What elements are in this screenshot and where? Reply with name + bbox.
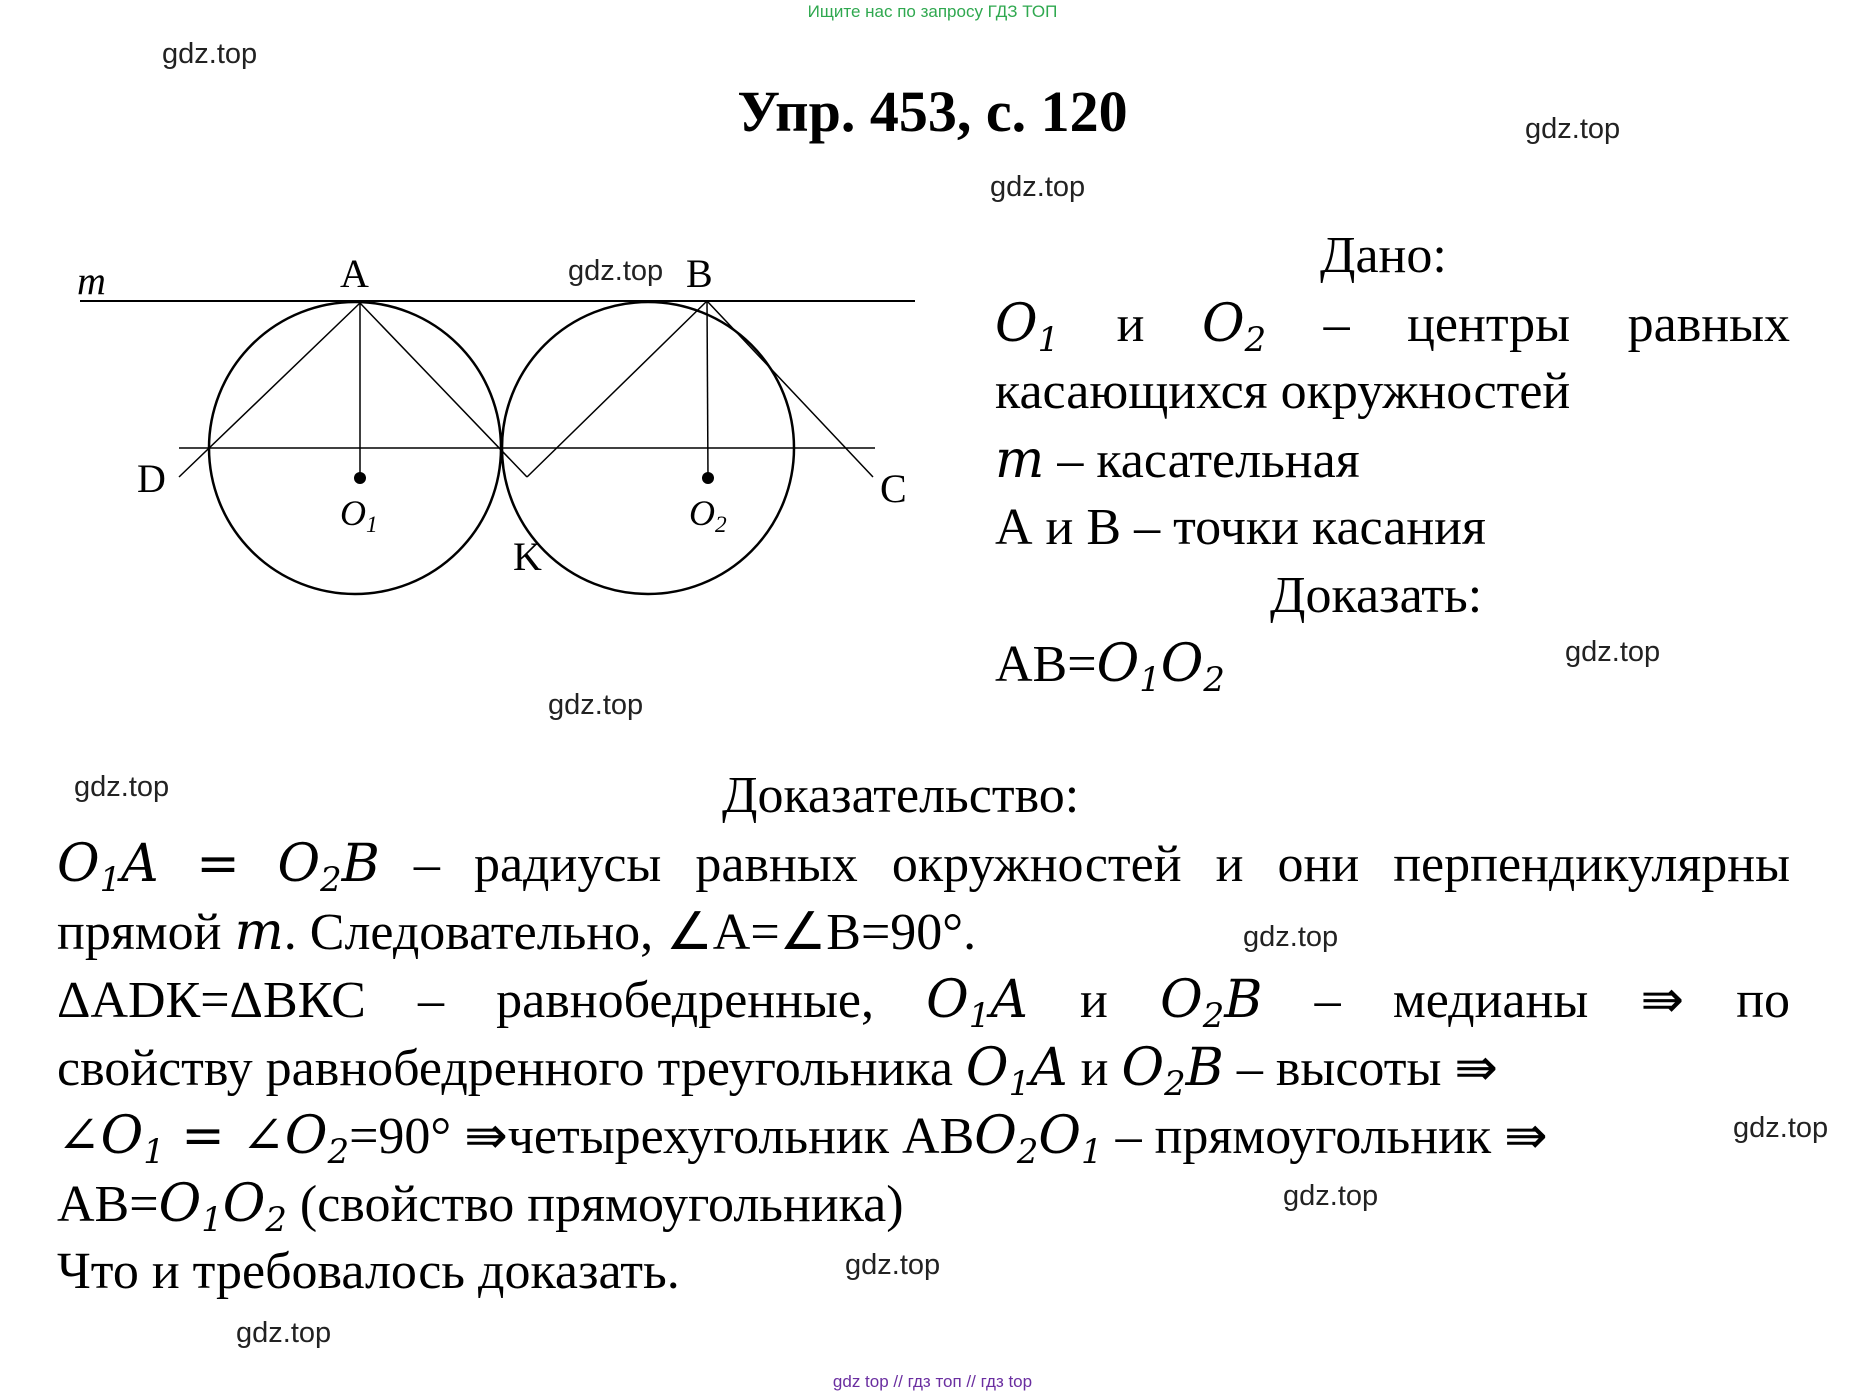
prove-statement: $АВ=O_1O_2$ bbox=[995, 634, 1225, 700]
proof-line-5: $\angle O_1$ = $\angle O_2=90^\circ$ ⇛четырехугольник $АВO_2O_1$ – прямоугольник ⇛ bbox=[57, 1106, 1548, 1172]
label-o2: $O_2$ bbox=[689, 493, 727, 539]
label-o1: $O_1$ bbox=[340, 493, 378, 539]
watermark: gdz.top bbox=[74, 771, 170, 803]
proof-line-2: прямой m. Следовательно, ∠А=∠В=90°. bbox=[57, 902, 977, 962]
given-heading: Дано: bbox=[1320, 227, 1447, 284]
given-line-2: касающихся окружностей bbox=[995, 363, 1571, 420]
given-line-3: m – касательная bbox=[995, 430, 1360, 490]
watermark: gdz.top bbox=[162, 38, 258, 70]
label-m: m bbox=[77, 258, 106, 303]
proof-heading: Доказательство: bbox=[722, 767, 1080, 824]
watermark: gdz.top bbox=[568, 255, 664, 287]
label-k: K bbox=[513, 534, 542, 579]
given-line-1: $O_1$ и $O_2$ – центры равных bbox=[995, 294, 1791, 360]
watermark: gdz.top bbox=[1243, 921, 1339, 953]
proof-line-3: ΔАDК=ΔВКС – равнобедренные, $O_1A$ и $O_2B$ – медианы ⇛ по bbox=[57, 970, 1791, 1036]
geometry-figure bbox=[60, 200, 960, 660]
exercise-title: Упр. 453, с. 120 bbox=[737, 79, 1128, 144]
watermark: gdz.top bbox=[990, 171, 1086, 203]
segment-bc bbox=[707, 301, 873, 477]
segment-ak bbox=[360, 303, 527, 477]
proof-conclusion: Что и требовалось доказать. bbox=[57, 1243, 680, 1300]
radius-o2b bbox=[707, 301, 708, 478]
watermark: gdz.top bbox=[1733, 1112, 1829, 1144]
watermark: gdz.top bbox=[1565, 636, 1661, 668]
label-d: D bbox=[137, 456, 166, 501]
prove-heading: Доказать: bbox=[1270, 567, 1483, 624]
center-o2-dot bbox=[702, 472, 714, 484]
label-b: B bbox=[686, 251, 713, 296]
given-line-4: А и В – точки касания bbox=[995, 499, 1486, 556]
proof-line-6: $АВ=O_1O_2$ (свойство прямоугольника) bbox=[57, 1174, 904, 1240]
proof-line-4: свойству равнобедренного треугольника $O_1A$ и $O_2B$ – высоты ⇛ bbox=[57, 1038, 1498, 1104]
label-a: A bbox=[340, 251, 369, 296]
footer-links: gdz top // гдз топ // гдз top bbox=[832, 1372, 1033, 1391]
proof-line-1: $O_1A = O_2B$ – радиусы равных окружностей и они перпендикулярны bbox=[57, 834, 1791, 900]
watermark: gdz.top bbox=[548, 689, 644, 721]
label-c: C bbox=[880, 466, 907, 511]
center-o1-dot bbox=[354, 472, 366, 484]
top-banner: Ищите нас по запросу ГДЗ ТОП bbox=[807, 2, 1058, 21]
watermark: gdz.top bbox=[1283, 1180, 1379, 1212]
watermark: gdz.top bbox=[845, 1249, 941, 1281]
watermark: gdz.top bbox=[236, 1317, 332, 1349]
watermark: gdz.top bbox=[1525, 113, 1621, 145]
segment-kb bbox=[527, 301, 707, 477]
